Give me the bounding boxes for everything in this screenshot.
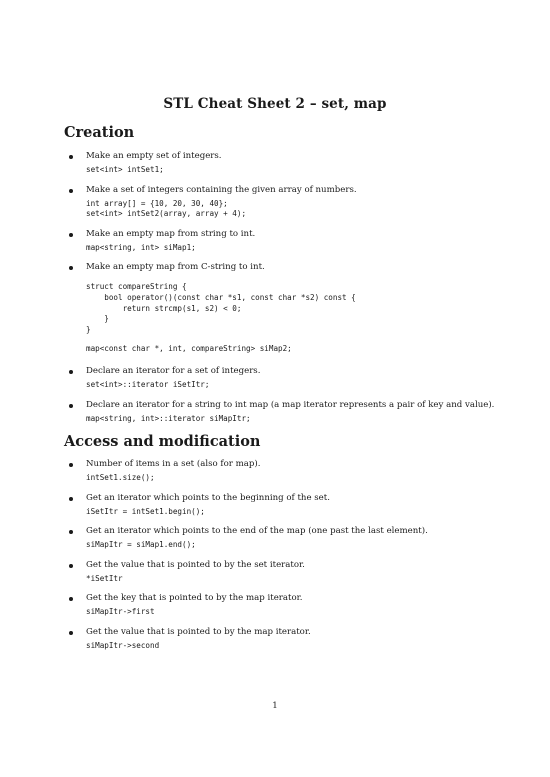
code-snippet: map<const char *, int, compareString> siMap2; bbox=[86, 344, 292, 354]
code-snippet: siMapItr = siMap1.end(); bbox=[86, 540, 196, 550]
list-item bbox=[64, 399, 494, 425]
item-description: Get the value that is pointed to by the set iterator. bbox=[86, 559, 305, 570]
item-description: Make a set of integers containing the given array of numbers. bbox=[86, 184, 357, 195]
item-description: Get the key that is pointed to by the map iterator. bbox=[86, 593, 303, 604]
item-description: Make an empty map from string to int. bbox=[86, 228, 256, 239]
list-item bbox=[64, 525, 494, 551]
bullet-icon bbox=[69, 266, 73, 270]
list-item bbox=[64, 559, 494, 585]
item-description: Get an iterator which points to the beginning of the set. bbox=[86, 492, 330, 503]
code-snippet: *iSetItr bbox=[86, 573, 123, 583]
code-snippet: set<int> intSet1; bbox=[86, 165, 164, 174]
code-snippet: struct compareString { bool operator()(const char *s1, const char *s2) const { return strcmp(s1, s2) < 0; } } bbox=[86, 282, 356, 334]
code-snippet: map<string, int> siMap1; bbox=[86, 242, 196, 252]
item-description: Make an empty set of integers. bbox=[86, 151, 222, 161]
bullet-icon bbox=[69, 233, 73, 237]
list-item bbox=[64, 458, 494, 484]
section-heading-creation: Creation bbox=[64, 124, 135, 141]
list-item bbox=[64, 365, 494, 391]
item-description: Declare an iterator for a set of integers. bbox=[86, 365, 261, 376]
item-description: Get the value that is pointed to by the map iterator. bbox=[86, 626, 311, 637]
bullet-icon bbox=[69, 631, 73, 635]
bullet-icon bbox=[69, 497, 73, 501]
code-snippet: set<int>::iterator iSetItr; bbox=[86, 379, 210, 389]
section-heading-access: Access and modification bbox=[64, 433, 261, 450]
access-list bbox=[64, 458, 494, 652]
code-snippet: map<string, int>::iterator siMapItr; bbox=[86, 413, 251, 423]
list-item bbox=[64, 626, 494, 652]
list-item bbox=[64, 492, 494, 518]
item-description: Declare an iterator for a string to int map (a map iterator represents a pair of key and value). bbox=[86, 399, 495, 410]
bullet-icon bbox=[69, 370, 73, 374]
bullet-icon bbox=[69, 463, 73, 467]
page-number: 1 bbox=[272, 701, 278, 711]
list-item bbox=[64, 228, 494, 254]
creation-list bbox=[64, 150, 494, 424]
bullet-icon bbox=[69, 564, 73, 568]
code-snippet: iSetItr = intSet1.begin(); bbox=[86, 506, 205, 516]
list-item bbox=[64, 261, 494, 355]
bullet-icon bbox=[69, 597, 73, 601]
bullet-icon bbox=[69, 155, 73, 159]
code-snippet: siMapItr->second bbox=[86, 640, 160, 650]
page-title: STL Cheat Sheet 2 – set, map bbox=[163, 96, 387, 112]
list-item bbox=[64, 184, 494, 220]
list-item bbox=[64, 592, 494, 618]
list-item bbox=[64, 150, 494, 176]
item-description: Make an empty map from C-string to int. bbox=[86, 262, 265, 273]
item-description: Get an iterator which points to the end of the map (one past the last element). bbox=[86, 526, 428, 537]
code-snippet: intSet1.size(); bbox=[86, 473, 155, 482]
bullet-icon bbox=[69, 530, 73, 534]
bullet-icon bbox=[69, 189, 73, 193]
item-description: Number of items in a set (also for map). bbox=[86, 459, 261, 469]
code-snippet: siMapItr->first bbox=[86, 607, 155, 617]
code-snippet: int array[] = {10, 20, 30, 40}; set<int> intSet2(array, array + 4); bbox=[86, 198, 247, 219]
bullet-icon bbox=[69, 404, 73, 408]
